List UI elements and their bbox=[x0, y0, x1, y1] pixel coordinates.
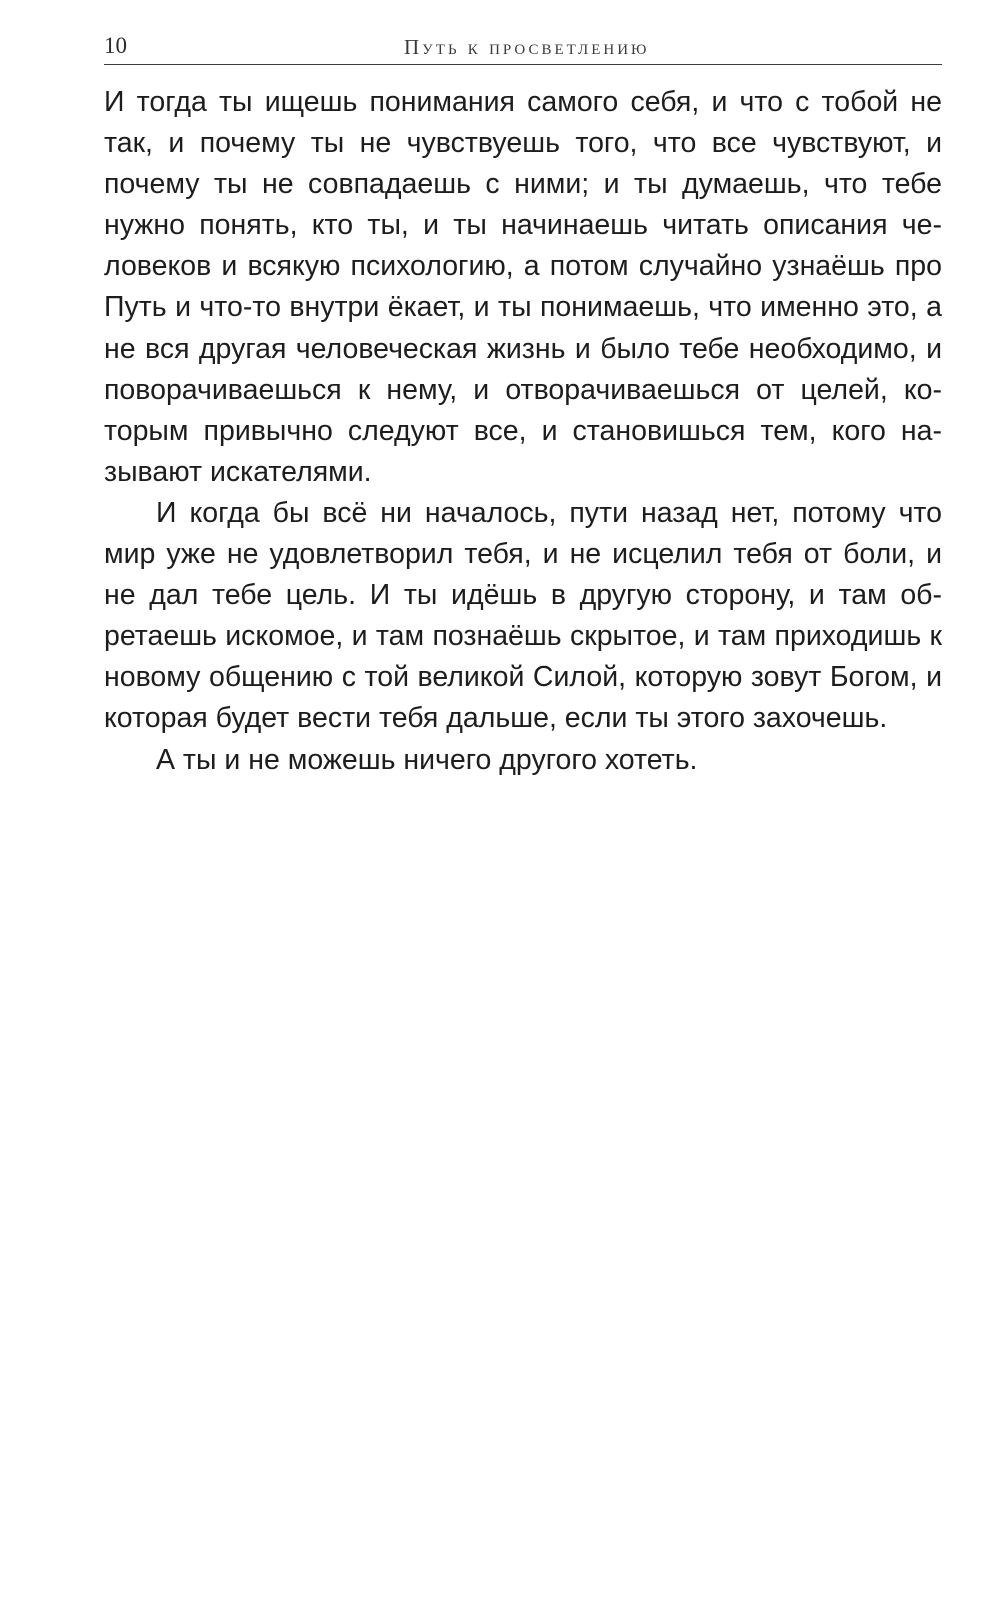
header-divider bbox=[104, 64, 942, 65]
page-number: 10 bbox=[104, 33, 127, 58]
running-title: Путь к просветлению bbox=[404, 35, 650, 59]
running-header bbox=[104, 28, 942, 64]
body-text bbox=[104, 82, 942, 781]
paragraph-2: И когда бы всё ни началось, пути назад нет, потому что мир уже не удовлетворил тебя, и не исцелил тебя от боли, и не дал тебе цель. И ты идёшь в другую сторону, и там обретаешь искомое, и там познаёшь скрытое, и там приходишь к новому общению с той великой Силой, которую зовут Богом, и которая будет вести тебя дальше, если ты этого захочешь. bbox=[104, 496, 942, 735]
paragraph-3: А ты и не можешь ничего другого хотеть. bbox=[156, 743, 698, 776]
paragraph-1: И тогда ты ищешь понимания самого себя, и что с тобой не так, и почему ты не чувствуешь того, что все чувствуют, и почему ты не совпадаешь с ними; и ты думаешь, что тебе нужно понять, кто ты, и ты начинаешь читать описания человеков и всякую психологию, а потом случайно узнаёшь про Путь и что-то внутри ёкает, и ты понимаешь, что именно это, а не вся другая человеческая жизнь и было тебе необходимо, и поворачиваешься к нему, и отворачиваешься от целей, которым привычно следуют все, и становишься тем, кого называют искателями. bbox=[104, 86, 942, 488]
